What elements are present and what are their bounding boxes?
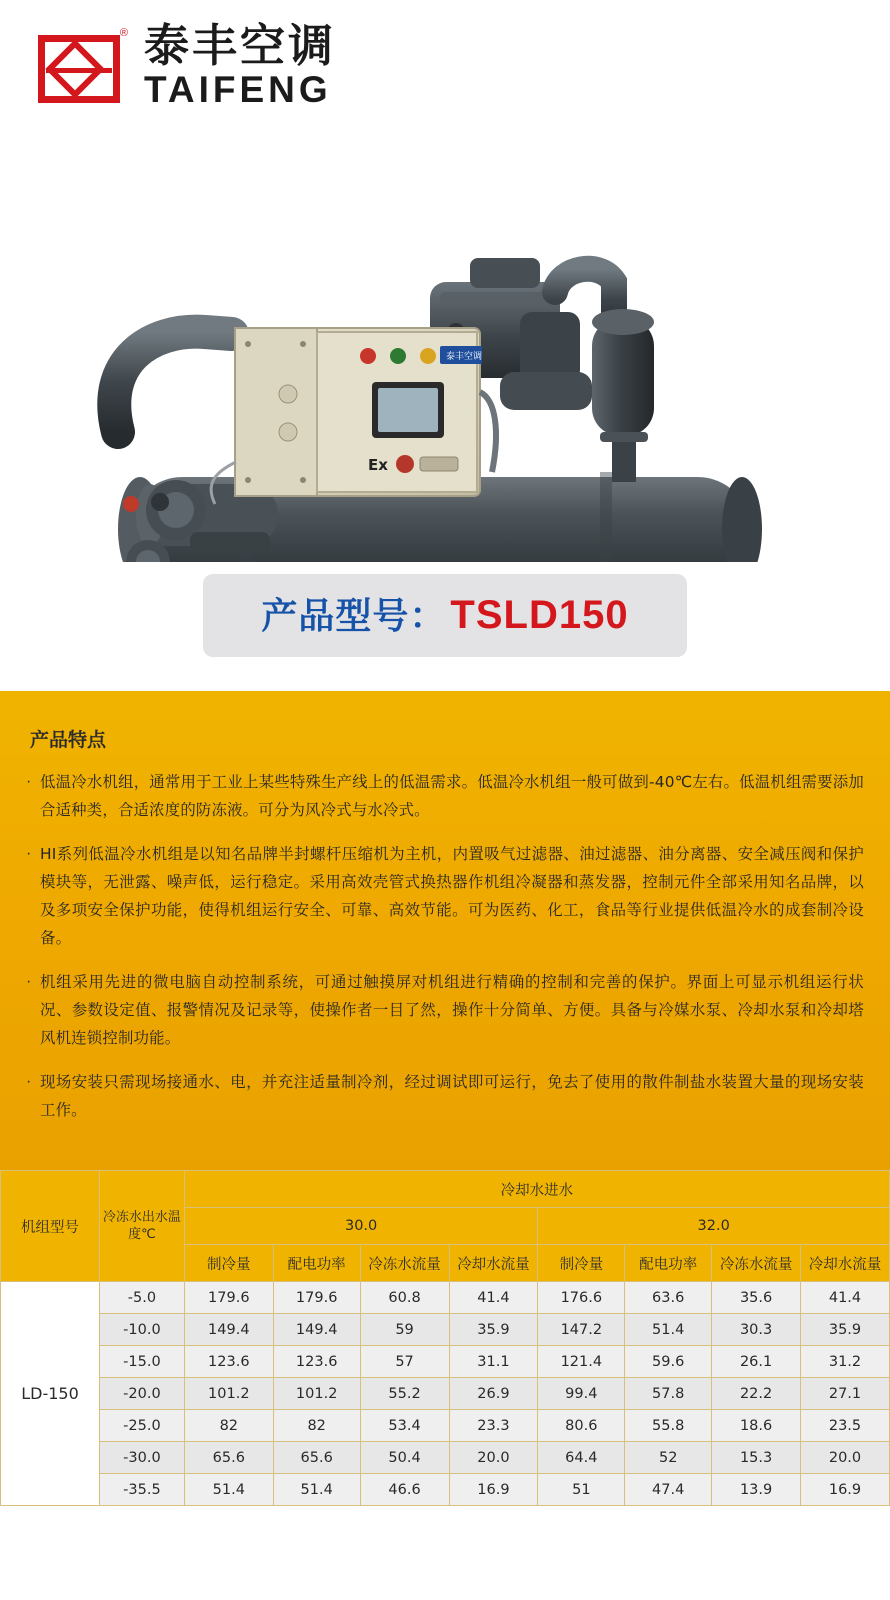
header-group-cooling-water: 冷却水进水 bbox=[184, 1171, 889, 1208]
value-cell: 123.6 bbox=[184, 1346, 273, 1378]
value-cell: 82 bbox=[184, 1410, 273, 1442]
value-cell: 31.2 bbox=[801, 1346, 890, 1378]
temp-cell: -10.0 bbox=[100, 1314, 185, 1346]
temp-cell: -15.0 bbox=[100, 1346, 185, 1378]
taifeng-diamond-logo-icon bbox=[38, 27, 126, 105]
value-cell: 52 bbox=[625, 1442, 712, 1474]
value-cell: 35.9 bbox=[449, 1314, 538, 1346]
value-cell: 51.4 bbox=[273, 1474, 360, 1506]
value-cell: 23.3 bbox=[449, 1410, 538, 1442]
model-label: 产品型号： bbox=[261, 596, 447, 637]
subheader-capacity-32: 制冷量 bbox=[538, 1245, 625, 1282]
table-row bbox=[1, 1474, 890, 1506]
value-cell: 50.4 bbox=[360, 1442, 449, 1474]
header-temp: 冷冻水出水温度℃ bbox=[100, 1171, 185, 1282]
feature-text: 机组采用先进的微电脑自动控制系统，可通过触摸屏对机组进行精确的控制和完善的保护。界面上可显示机组运行状况、参数设定值、报警情况及记录等，使操作者一目了然，操作十分简单、方便。具备与冷媒水泵、冷却水泵和冷却塔风机连锁控制功能。 bbox=[40, 973, 864, 1047]
bullet-icon: · bbox=[26, 773, 32, 790]
value-cell: 63.6 bbox=[625, 1282, 712, 1314]
value-cell: 80.6 bbox=[538, 1410, 625, 1442]
value-cell: 15.3 bbox=[712, 1442, 801, 1474]
value-cell: 16.9 bbox=[801, 1474, 890, 1506]
value-cell: 179.6 bbox=[184, 1282, 273, 1314]
header-model: 机组型号 bbox=[1, 1171, 100, 1282]
header-group-30: 30.0 bbox=[184, 1208, 538, 1245]
value-cell: 41.4 bbox=[801, 1282, 890, 1314]
value-cell: 64.4 bbox=[538, 1442, 625, 1474]
value-cell: 51.4 bbox=[625, 1314, 712, 1346]
feature-item bbox=[26, 1068, 864, 1124]
temp-cell: -35.5 bbox=[100, 1474, 185, 1506]
value-cell: 101.2 bbox=[273, 1378, 360, 1410]
value-cell: 59.6 bbox=[625, 1346, 712, 1378]
value-cell: 101.2 bbox=[184, 1378, 273, 1410]
subheader-power-30: 配电功率 bbox=[273, 1245, 360, 1282]
subheader-cooling-flow-30: 冷却水流量 bbox=[449, 1245, 538, 1282]
value-cell: 18.6 bbox=[712, 1410, 801, 1442]
subheader-power-32: 配电功率 bbox=[625, 1245, 712, 1282]
value-cell: 55.8 bbox=[625, 1410, 712, 1442]
table-row bbox=[1, 1378, 890, 1410]
temp-cell: -30.0 bbox=[100, 1442, 185, 1474]
product-photo bbox=[0, 132, 890, 562]
subheader-cooling-flow-32: 冷却水流量 bbox=[801, 1245, 890, 1282]
table-row bbox=[1, 1442, 890, 1474]
value-cell: 176.6 bbox=[538, 1282, 625, 1314]
bullet-icon: · bbox=[26, 845, 32, 862]
bullet-icon: · bbox=[26, 1073, 32, 1090]
model-value: TSLD150 bbox=[450, 593, 629, 637]
value-cell: 65.6 bbox=[273, 1442, 360, 1474]
value-cell: 35.9 bbox=[801, 1314, 890, 1346]
value-cell: 26.1 bbox=[712, 1346, 801, 1378]
value-cell: 65.6 bbox=[184, 1442, 273, 1474]
brand-header bbox=[0, 0, 890, 132]
value-cell: 20.0 bbox=[801, 1442, 890, 1474]
value-cell: 149.4 bbox=[184, 1314, 273, 1346]
value-cell: 60.8 bbox=[360, 1282, 449, 1314]
brand-name-cn: 泰丰空调 bbox=[144, 18, 337, 72]
value-cell: 35.6 bbox=[712, 1282, 801, 1314]
brand-name-en: TAIFENG bbox=[144, 69, 332, 111]
temp-cell: -25.0 bbox=[100, 1410, 185, 1442]
feature-text: 低温冷水机组，通常用于工业上某些特殊生产线上的低温需求。低温冷水机组一般可做到-40℃左右。低温机组需要添加合适种类，合适浓度的防冻液。可分为风冷式与水冷式。 bbox=[40, 773, 864, 819]
table-row bbox=[1, 1346, 890, 1378]
feature-item bbox=[26, 840, 864, 952]
table-row bbox=[1, 1282, 890, 1314]
feature-text: 现场安装只需现场接通水、电，并充注适量制冷剂，经过调试即可运行，免去了使用的散件制盐水装置大量的现场安装工作。 bbox=[40, 1073, 864, 1119]
value-cell: 26.9 bbox=[449, 1378, 538, 1410]
model-banner bbox=[0, 562, 890, 691]
value-cell: 82 bbox=[273, 1410, 360, 1442]
value-cell: 57 bbox=[360, 1346, 449, 1378]
value-cell: 31.1 bbox=[449, 1346, 538, 1378]
brand-wordmark bbox=[144, 18, 337, 111]
value-cell: 149.4 bbox=[273, 1314, 360, 1346]
subheader-chilled-flow-30: 冷冻水流量 bbox=[360, 1245, 449, 1282]
value-cell: 99.4 bbox=[538, 1378, 625, 1410]
feature-text: HI系列低温冷水机组是以知名品牌半封螺杆压缩机为主机，内置吸气过滤器、油过滤器、油分离器、安全减压阀和保护模块等，无泄露、噪声低，运行稳定。采用高效壳管式换热器作机组冷凝器和蒸发器，控制元件全部采用知名品牌，以及多项安全保护功能，使得机组运行安全、可靠、高效节能。可为医药、化工，食品等行业提供低温冷水的成套制冷设备。 bbox=[40, 845, 864, 947]
value-cell: 57.8 bbox=[625, 1378, 712, 1410]
value-cell: 47.4 bbox=[625, 1474, 712, 1506]
value-cell: 20.0 bbox=[449, 1442, 538, 1474]
value-cell: 53.4 bbox=[360, 1410, 449, 1442]
subheader-chilled-flow-32: 冷冻水流量 bbox=[712, 1245, 801, 1282]
value-cell: 121.4 bbox=[538, 1346, 625, 1378]
feature-item bbox=[26, 768, 864, 824]
value-cell: 46.6 bbox=[360, 1474, 449, 1506]
value-cell: 27.1 bbox=[801, 1378, 890, 1410]
value-cell: 123.6 bbox=[273, 1346, 360, 1378]
table-row bbox=[1, 1314, 890, 1346]
features-title: 产品特点 bbox=[30, 729, 107, 751]
model-name-cell: LD-150 bbox=[1, 1282, 100, 1506]
temp-cell: -5.0 bbox=[100, 1282, 185, 1314]
temp-cell: -20.0 bbox=[100, 1378, 185, 1410]
value-cell: 16.9 bbox=[449, 1474, 538, 1506]
feature-item bbox=[26, 968, 864, 1052]
subheader-capacity-30: 制冷量 bbox=[184, 1245, 273, 1282]
features-section bbox=[0, 691, 890, 1170]
spec-table-section bbox=[0, 1170, 890, 1506]
value-cell: 51.4 bbox=[184, 1474, 273, 1506]
svg-text:泰丰空调: 泰丰空调 bbox=[446, 352, 483, 362]
spec-table bbox=[0, 1170, 890, 1506]
registered-mark: ® bbox=[119, 27, 128, 39]
value-cell: 30.3 bbox=[712, 1314, 801, 1346]
value-cell: 51 bbox=[538, 1474, 625, 1506]
value-cell: 22.2 bbox=[712, 1378, 801, 1410]
value-cell: 179.6 bbox=[273, 1282, 360, 1314]
value-cell: 13.9 bbox=[712, 1474, 801, 1506]
model-pill bbox=[203, 574, 686, 657]
value-cell: 23.5 bbox=[801, 1410, 890, 1442]
value-cell: 41.4 bbox=[449, 1282, 538, 1314]
table-row bbox=[1, 1410, 890, 1442]
chiller-unit-illustration bbox=[0, 132, 890, 562]
header-group-32: 32.0 bbox=[538, 1208, 890, 1245]
value-cell: 55.2 bbox=[360, 1378, 449, 1410]
bullet-icon: · bbox=[26, 973, 32, 990]
value-cell: 147.2 bbox=[538, 1314, 625, 1346]
ex-mark-label: Ex bbox=[368, 456, 388, 474]
value-cell: 59 bbox=[360, 1314, 449, 1346]
